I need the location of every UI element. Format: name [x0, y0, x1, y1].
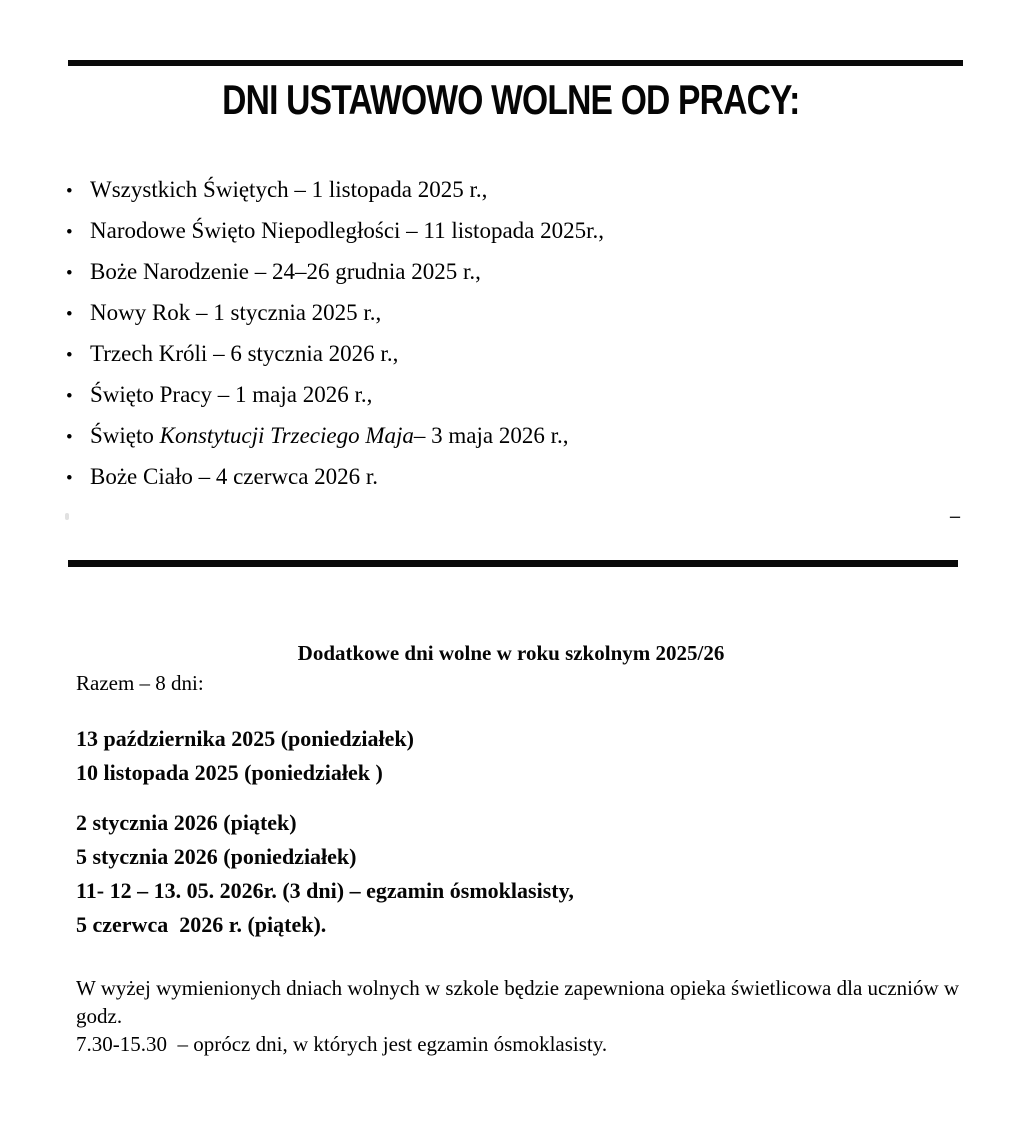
list-item: [66, 293, 966, 334]
bullet-icon: •: [66, 304, 73, 325]
stray-dash-mark: –: [950, 505, 960, 527]
extra-days-heading: Dodatkowe dni wolne w roku szkolnym 2025/26: [297, 641, 725, 665]
bullet-icon: •: [66, 386, 73, 407]
bullet-icon: •: [66, 468, 73, 489]
faint-artifact-mark: [65, 513, 69, 520]
bullet-icon: •: [66, 181, 73, 202]
list-item: [66, 457, 966, 498]
extra-day-line: 5 stycznia 2026 (poniedziałek): [76, 844, 357, 869]
bullet-icon: •: [66, 427, 73, 448]
list-item: [66, 170, 966, 211]
extra-day-line: 5 czerwca 2026 r. (piątek).: [76, 912, 327, 937]
list-item: [66, 334, 966, 375]
section-divider-rule: [68, 560, 958, 567]
extra-day-line: 2 stycznia 2026 (piątek): [76, 810, 297, 835]
title-wrap: [0, 76, 1022, 124]
footer-line: W wyżej wymienionych dniach wolnych w szkole będzie zapewniona opieka świetlicowa dla uczniów w godz.: [76, 976, 965, 1028]
list-item: [66, 416, 966, 457]
holiday-text: – 3 maja 2026 r.,: [413, 423, 569, 448]
extra-day-line: 13 października 2025 (poniedziałek): [76, 726, 414, 751]
total-days-label: Razem – 8 dni:: [76, 671, 204, 695]
bullet-icon: •: [66, 222, 73, 243]
holiday-text: Narodowe Święto Niepodległości – 11 listopada 2025r.,: [90, 218, 605, 243]
holiday-text: Trzech Króli – 6 stycznia 2026 r.,: [90, 341, 399, 366]
bullet-icon: •: [66, 263, 73, 284]
holiday-text: Święto Pracy – 1 maja 2026 r.,: [90, 382, 373, 407]
list-item: [66, 211, 966, 252]
holiday-list: [66, 170, 966, 498]
extra-day-line: 11- 12 – 13. 05. 2026r. (3 dni) – egzamin ósmoklasisty,: [76, 878, 574, 903]
footer-note: [76, 974, 966, 1058]
list-item: [66, 252, 966, 293]
top-rule: [68, 60, 963, 66]
footer-line: 7.30-15.30 – oprócz dni, w których jest egzamin ósmoklasisty.: [76, 1032, 608, 1056]
list-item: [66, 375, 966, 416]
holiday-text: Boże Narodzenie – 24–26 grudnia 2025 r.,: [90, 259, 481, 284]
holiday-text: Nowy Rok – 1 stycznia 2025 r.,: [90, 300, 382, 325]
holiday-text: Święto: [90, 423, 160, 448]
holiday-text: Wszystkich Świętych – 1 listopada 2025 r.,: [90, 177, 488, 202]
bullet-icon: •: [66, 345, 73, 366]
extra-days-group: [76, 806, 936, 942]
extra-days-group: [76, 722, 936, 790]
page-title: DNI USTAWOWO WOLNE OD PRACY:: [222, 76, 800, 123]
extra-day-line: 10 listopada 2025 (poniedziałek ): [76, 760, 383, 785]
holiday-text: Boże Ciało – 4 czerwca 2026 r.: [90, 464, 379, 489]
holiday-text-italic: Konstytucji Trzeciego Maja: [159, 423, 414, 448]
